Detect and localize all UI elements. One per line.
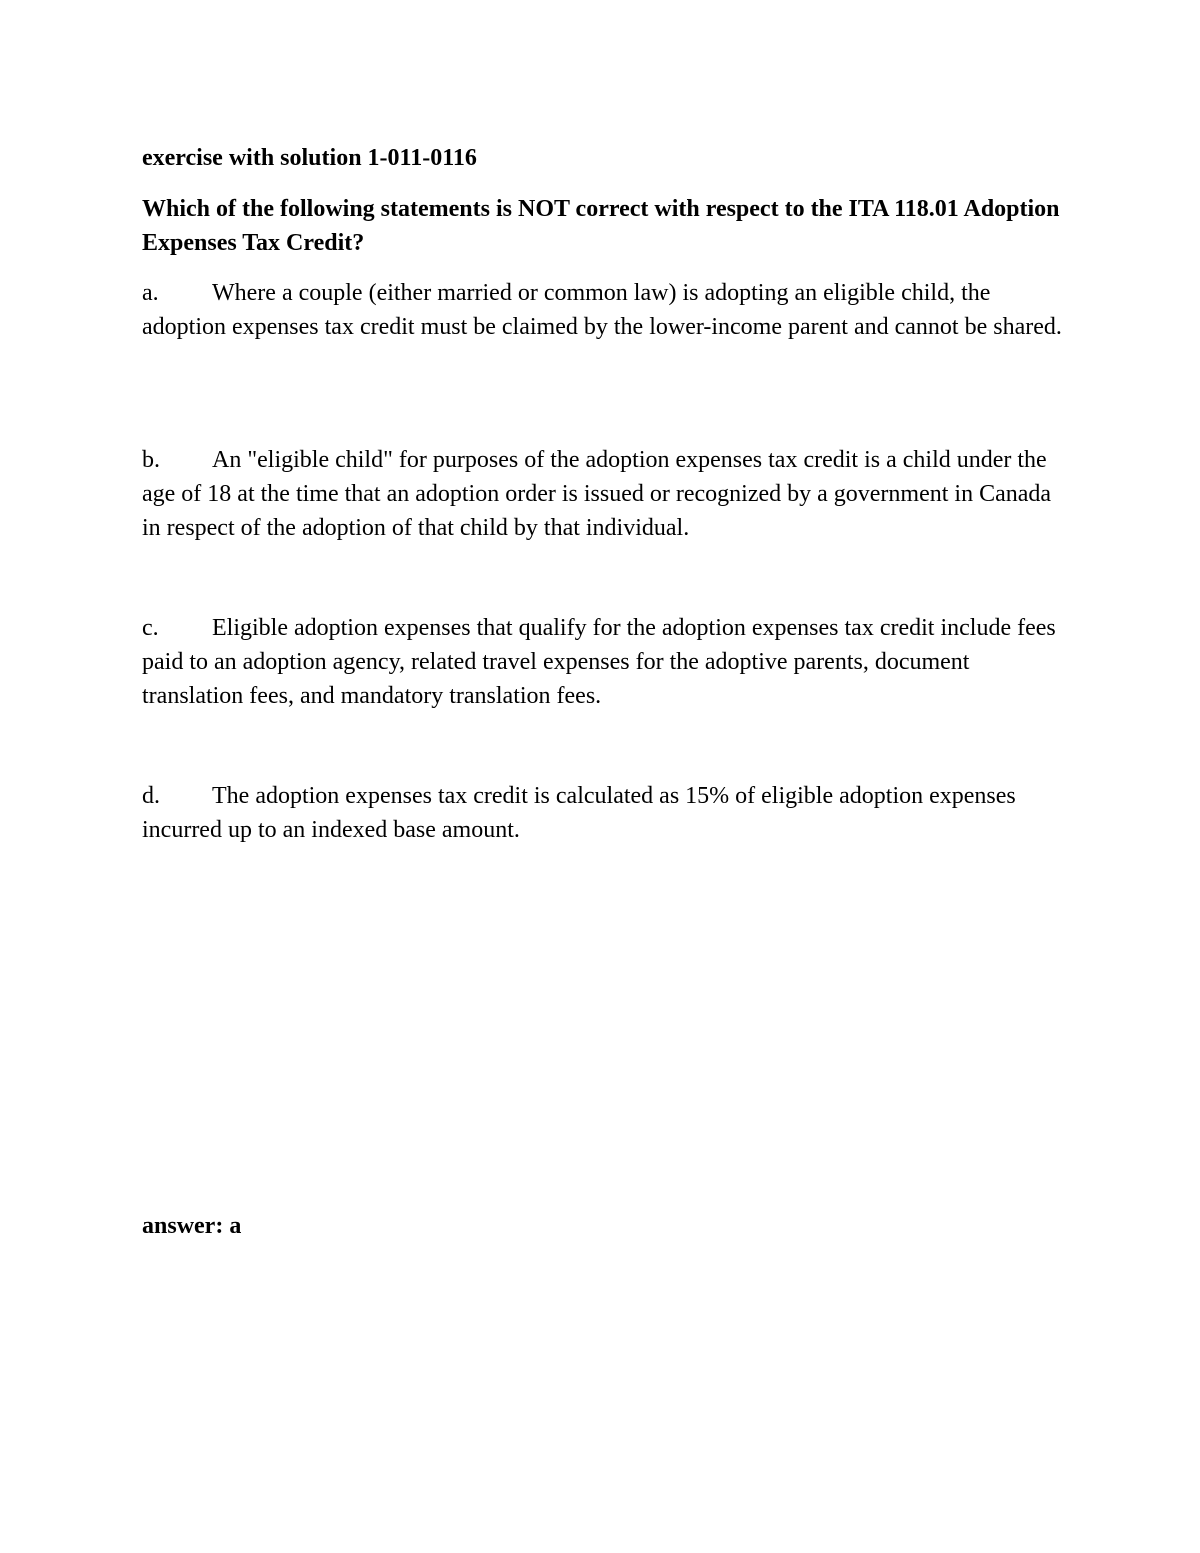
option-letter: d. [142, 783, 160, 809]
option-text: An "eligible child" for purposes of the adoption expenses tax credit is a child under the age of 18 at the time that an adoption order is issued or recognized by a government in Canada in respect of the adoption of that child by that individual. [142, 447, 1052, 541]
question-text: Which of the following statements is NOT correct with respect to the ITA 118.01 Adoption Expenses Tax Credit? [142, 196, 1060, 256]
option-text: The adoption expenses tax credit is calculated as 15% of eligible adoption expenses incurred up to an indexed base amount. [142, 783, 1016, 843]
option-c [142, 611, 1072, 713]
option-b [142, 443, 1072, 545]
option-d [142, 779, 1072, 847]
answer-text: answer: a [142, 1213, 242, 1239]
option-letter: a. [142, 280, 159, 306]
option-letter: c. [142, 615, 159, 641]
option-text: Eligible adoption expenses that qualify for the adoption expenses tax credit include fees paid to an adoption agency, related travel expenses for the adoptive parents, document translation fees, and mandatory translation fees. [142, 615, 1056, 709]
option-text: Where a couple (either married or common law) is adopting an eligible child, the adoption expenses tax credit must be claimed by the lower-income parent and cannot be shared. [142, 280, 1062, 340]
exercise-heading: exercise with solution 1-011-0116 [142, 145, 477, 171]
option-a [142, 276, 1072, 344]
option-letter: b. [142, 447, 160, 473]
